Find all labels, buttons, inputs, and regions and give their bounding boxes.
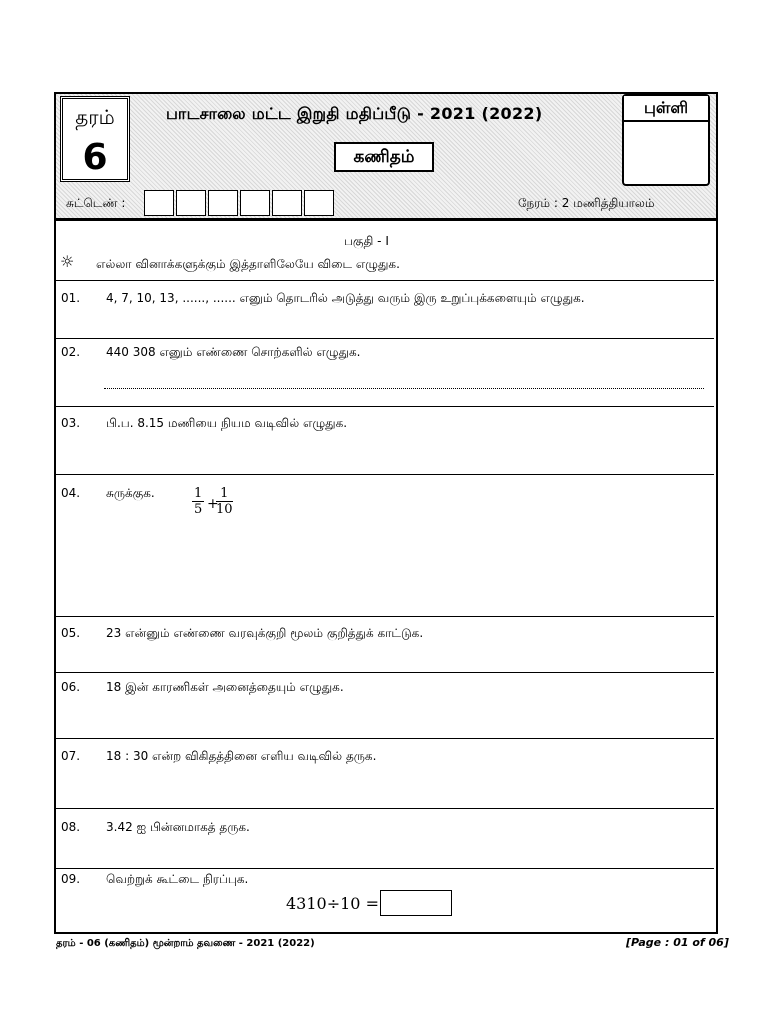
fraction-numerator: 1 xyxy=(216,486,233,502)
question-divider xyxy=(56,616,714,617)
fraction xyxy=(192,486,204,517)
question-text: 18 இன் காரணிகள் அனைத்தையும் எழுதுக. xyxy=(106,680,344,694)
index-number-cell[interactable] xyxy=(144,190,174,216)
page-number: [Page : 01 of 06] xyxy=(626,936,729,949)
fraction-denominator: 10 xyxy=(216,502,233,517)
question-divider xyxy=(56,738,714,739)
answer-box[interactable] xyxy=(380,890,452,916)
marks-label: புள்ளி xyxy=(624,96,708,122)
question-text: வெற்றுக் கூட்டை நிரப்புக. xyxy=(106,872,249,886)
question-divider xyxy=(56,808,714,809)
index-number-cell[interactable] xyxy=(272,190,302,216)
question-text: 3.42 ஐ பின்னமாகத் தருக. xyxy=(106,820,250,834)
question-divider xyxy=(56,474,714,475)
fraction-numerator: 1 xyxy=(194,486,203,501)
subject-title: கணிதம் xyxy=(334,142,434,172)
index-number-label: சுட்டெண் : xyxy=(66,196,126,210)
question-text: பி.ப. 8.15 மணியை நியம வடிவில் எழுதுக. xyxy=(106,416,348,430)
question-number: 07. xyxy=(61,749,81,763)
question-text: சுருக்குக. xyxy=(106,486,155,500)
index-number-cell[interactable] xyxy=(240,190,270,216)
question-text: 18 : 30 என்ற விகிதத்தினை எளிய வடிவில் தருக. xyxy=(106,749,377,763)
part-title: பகுதி - I xyxy=(344,234,389,248)
question-number: 01. xyxy=(61,291,81,305)
question-number: 08. xyxy=(61,820,81,834)
question-number: 04. xyxy=(61,486,81,500)
question-text: 440 308 எனும் எண்ணை சொற்களில் எழுதுக. xyxy=(106,345,361,359)
question-number: 09. xyxy=(61,872,81,886)
fraction xyxy=(216,486,233,517)
fraction-denominator: 5 xyxy=(194,502,203,517)
grade-number: 6 xyxy=(82,137,108,178)
index-number-cell[interactable] xyxy=(304,190,334,216)
exam-title: பாடசாலை மட்ட இறுதி மதிப்பீடு - 2021 (2022) xyxy=(166,104,543,123)
marks-box[interactable] xyxy=(622,94,710,186)
question-number: 05. xyxy=(61,626,81,640)
grade-box xyxy=(60,96,130,182)
question-text: 4, 7, 10, 13, ......, ...... எனும் தொடரில் அடுத்து வரும் இரு உறுப்புக்களையும் எழுதுக. xyxy=(106,291,585,305)
question-number: 03. xyxy=(61,416,81,430)
question-divider xyxy=(56,338,714,339)
question-divider xyxy=(56,280,714,281)
instruction-text: எல்லா வினாக்களுக்கும் இத்தாளிலேயே விடை எழுதுக. xyxy=(96,257,400,271)
question-divider xyxy=(56,672,714,673)
question-divider xyxy=(56,868,714,869)
time-allowed: நேரம் : 2 மணித்தியாலம் xyxy=(518,196,655,210)
star-icon: ☼ xyxy=(60,252,75,271)
plus-operator: + xyxy=(207,496,219,512)
footer-info: தரம் - 06 (கணிதம்) மூன்றாம் தவணை - 2021 (2022) xyxy=(56,938,315,949)
question-text: 23 என்னும் எண்ணை வரவுக்குறி மூலம் குறித்துக் காட்டுக. xyxy=(106,626,424,640)
index-number-cell[interactable] xyxy=(176,190,206,216)
answer-line[interactable] xyxy=(104,388,704,389)
question-number: 02. xyxy=(61,345,81,359)
index-number-cell[interactable] xyxy=(208,190,238,216)
grade-label: தரம் xyxy=(75,105,115,129)
question-divider xyxy=(56,406,714,407)
question-number: 06. xyxy=(61,680,81,694)
division-equation: 4310÷10 = xyxy=(286,894,379,913)
